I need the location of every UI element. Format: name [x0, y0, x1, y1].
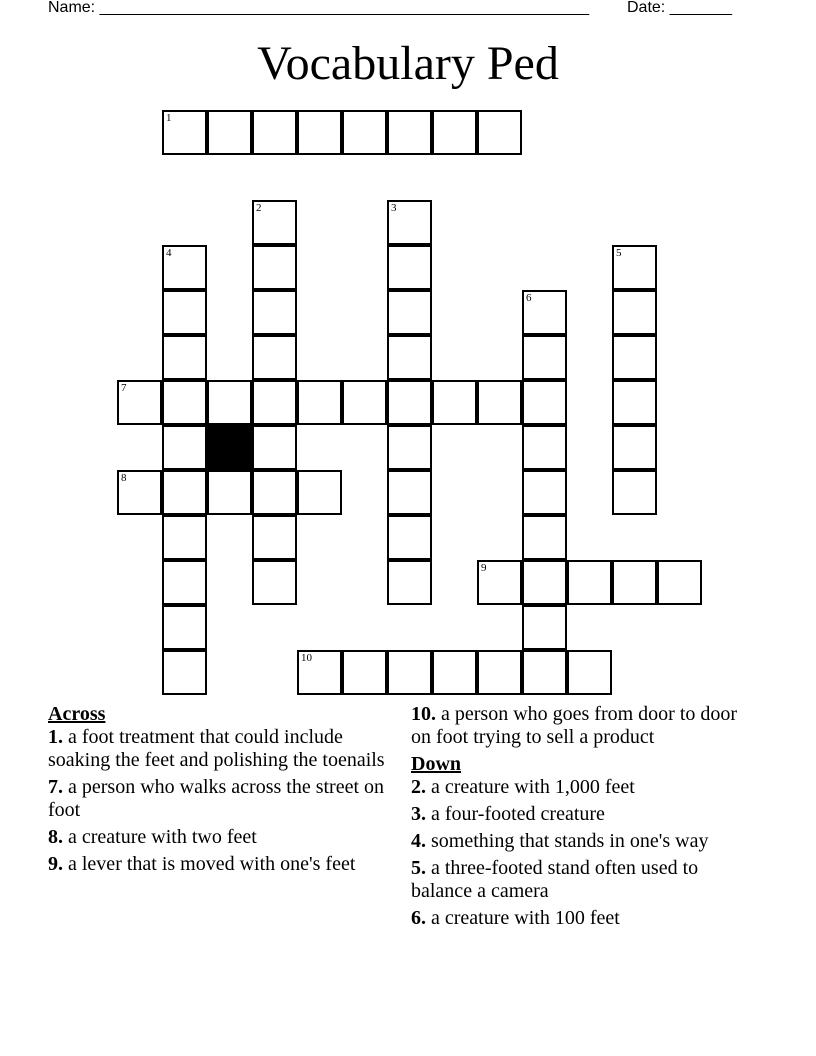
grid-cell[interactable]: [387, 425, 432, 470]
grid-cell[interactable]: [387, 245, 432, 290]
clue-number: 4.: [411, 830, 426, 852]
grid-cell[interactable]: [162, 650, 207, 695]
grid-cell[interactable]: [252, 290, 297, 335]
down-clue: [411, 776, 761, 799]
grid-cell[interactable]: [117, 470, 162, 515]
grid-cell[interactable]: [162, 515, 207, 560]
grid-cell[interactable]: [567, 650, 612, 695]
clues-column-right: [411, 703, 761, 934]
grid-cell[interactable]: [117, 380, 162, 425]
grid-cell[interactable]: [477, 110, 522, 155]
grid-cell[interactable]: [477, 380, 522, 425]
grid-cell[interactable]: [342, 380, 387, 425]
grid-cell[interactable]: [387, 470, 432, 515]
grid-cell[interactable]: [522, 605, 567, 650]
clue-number: 5.: [411, 857, 426, 879]
black-cell: [207, 425, 252, 470]
name-field-label: Name: _______________________________________________________: [48, 0, 589, 16]
clue-text: something that stands in one's way: [426, 830, 709, 852]
grid-cell[interactable]: [162, 110, 207, 155]
across-clue: [48, 776, 406, 822]
grid-cell[interactable]: [387, 200, 432, 245]
across-clue: [411, 703, 761, 749]
clue-number-label: 4: [166, 247, 172, 259]
clue-text: a four-footed creature: [426, 803, 605, 825]
grid-cell[interactable]: [252, 380, 297, 425]
grid-cell[interactable]: [612, 245, 657, 290]
clue-text: a person who goes from door to door on foot trying to sell a product: [411, 703, 738, 748]
clue-number: 6.: [411, 907, 426, 929]
page-title: Vocabulary Ped: [257, 37, 559, 90]
grid-cell[interactable]: [162, 245, 207, 290]
grid-cell[interactable]: [252, 515, 297, 560]
grid-cell[interactable]: [612, 290, 657, 335]
clue-text: a creature with 100 feet: [426, 907, 620, 929]
grid-cell[interactable]: [252, 470, 297, 515]
clue-number-label: 8: [121, 472, 127, 484]
grid-cell[interactable]: [252, 335, 297, 380]
clue-number-label: 3: [391, 202, 397, 214]
clue-text: a creature with two feet: [63, 826, 257, 848]
clue-number-label: 5: [616, 247, 622, 259]
grid-cell[interactable]: [297, 380, 342, 425]
down-clue: [411, 830, 761, 853]
grid-cell[interactable]: [522, 380, 567, 425]
clue-number: 3.: [411, 803, 426, 825]
clue-number: 8.: [48, 826, 63, 848]
grid-cell[interactable]: [162, 290, 207, 335]
grid-cell[interactable]: [522, 425, 567, 470]
clue-number-label: 7: [121, 382, 127, 394]
grid-cell[interactable]: [432, 380, 477, 425]
grid-cell[interactable]: [612, 470, 657, 515]
grid-cell[interactable]: [387, 335, 432, 380]
grid-cell[interactable]: [522, 335, 567, 380]
grid-cell[interactable]: [612, 560, 657, 605]
grid-cell[interactable]: [252, 560, 297, 605]
grid-cell[interactable]: [207, 110, 252, 155]
grid-cell[interactable]: [162, 560, 207, 605]
grid-cell[interactable]: [387, 110, 432, 155]
clue-number: 1.: [48, 726, 63, 748]
across-clue: [48, 826, 406, 849]
clue-text: a creature with 1,000 feet: [426, 776, 635, 798]
clue-number: 2.: [411, 776, 426, 798]
grid-cell[interactable]: [297, 470, 342, 515]
grid-cell[interactable]: [252, 200, 297, 245]
grid-cell[interactable]: [522, 470, 567, 515]
across-clue: [48, 853, 406, 876]
clue-number-label: 2: [256, 202, 262, 214]
grid-cell[interactable]: [162, 605, 207, 650]
grid-cell[interactable]: [162, 335, 207, 380]
grid-cell[interactable]: [252, 425, 297, 470]
grid-cell[interactable]: [387, 560, 432, 605]
grid-cell[interactable]: [567, 560, 612, 605]
grid-cell[interactable]: [432, 110, 477, 155]
clue-text: a three-footed stand often used to balance a camera: [411, 857, 699, 902]
clue-text: a lever that is moved with one's feet: [63, 853, 356, 875]
clue-number-label: 6: [526, 292, 532, 304]
grid-cell[interactable]: [522, 650, 567, 695]
grid-cell[interactable]: [342, 650, 387, 695]
grid-cell[interactable]: [477, 560, 522, 605]
clue-text: a foot treatment that could include soaking the feet and polishing the toenails: [48, 726, 385, 771]
grid-cell[interactable]: [612, 380, 657, 425]
grid-cell[interactable]: [207, 470, 252, 515]
grid-cell[interactable]: [477, 650, 522, 695]
grid-cell[interactable]: [522, 290, 567, 335]
down-clue: [411, 907, 761, 930]
date-field-label: Date: _______: [627, 0, 732, 16]
grid-cell[interactable]: [522, 560, 567, 605]
clue-text: a person who walks across the street on foot: [48, 776, 385, 821]
grid-cell[interactable]: [252, 245, 297, 290]
grid-cell[interactable]: [612, 335, 657, 380]
across-heading: Across: [48, 703, 106, 725]
clue-number-label: 10: [301, 652, 312, 664]
clue-number-label: 1: [166, 112, 172, 124]
down-clue: [411, 857, 761, 903]
grid-cell[interactable]: [342, 110, 387, 155]
clue-number: 10.: [411, 703, 436, 725]
grid-cell[interactable]: [432, 650, 477, 695]
grid-cell[interactable]: [297, 650, 342, 695]
across-clue: [48, 726, 406, 772]
grid-cell[interactable]: [297, 110, 342, 155]
grid-cell[interactable]: [162, 380, 207, 425]
grid-cell[interactable]: [387, 380, 432, 425]
grid-cell[interactable]: [387, 515, 432, 560]
grid-cell[interactable]: [162, 470, 207, 515]
clues-column-left: [48, 703, 406, 880]
clue-number-label: 9: [481, 562, 487, 574]
clue-number: 7.: [48, 776, 63, 798]
clue-number: 9.: [48, 853, 63, 875]
grid-cell[interactable]: [252, 110, 297, 155]
grid-cell[interactable]: [387, 290, 432, 335]
grid-cell[interactable]: [162, 425, 207, 470]
down-heading: Down: [411, 753, 462, 775]
grid-cell[interactable]: [612, 425, 657, 470]
grid-cell[interactable]: [522, 515, 567, 560]
down-clue: [411, 803, 761, 826]
grid-cell[interactable]: [387, 650, 432, 695]
grid-cell[interactable]: [657, 560, 702, 605]
grid-cell[interactable]: [207, 380, 252, 425]
